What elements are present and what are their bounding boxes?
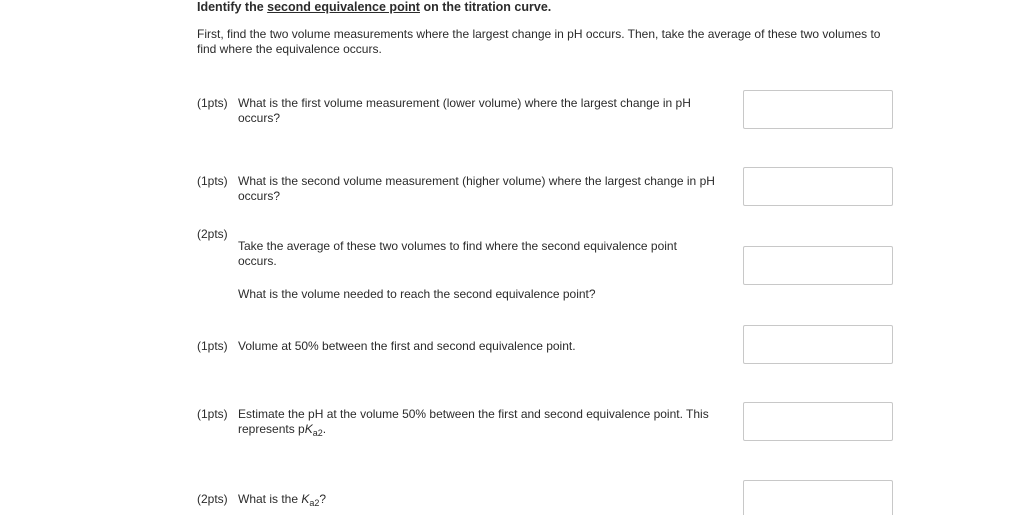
ka-symbol: K	[301, 492, 310, 506]
points-label: (2pts)	[197, 492, 228, 506]
question-text: What is the first volume measurement (lower volume) where the largest change in pH occurs?	[238, 96, 691, 125]
answer-input-6[interactable]	[743, 480, 893, 515]
answer-input-5[interactable]	[743, 402, 893, 441]
points-label: (1pts)	[197, 96, 228, 110]
heading-suffix: on the titration curve.	[419, 0, 552, 14]
answer-input-3[interactable]	[743, 246, 893, 285]
question-text: Estimate the pH at the volume 50% between the first and second equivalence point. This represents p	[238, 407, 709, 436]
instructions-text: First, find the two volume measurements where the largest change in pH occurs. Then, take the average of these two volumes to find where the equivalence occurs.	[197, 27, 881, 56]
question-end: .	[322, 422, 327, 436]
question-text: Volume at 50% between the first and second equivalence point.	[238, 339, 576, 353]
answer-input-4[interactable]	[743, 325, 893, 364]
question-heading	[197, 0, 551, 14]
ka-subscript: a2	[309, 498, 320, 508]
heading-underlined-term: second equivalence point	[267, 0, 420, 14]
question-text: What is the second volume measurement (higher volume) where the largest change in pH occurs?	[238, 174, 715, 203]
ka-symbol: K	[304, 422, 313, 436]
points-label: (1pts)	[197, 174, 228, 188]
points-label: (1pts)	[197, 407, 228, 421]
points-label: (1pts)	[197, 339, 228, 353]
points-label: (2pts)	[197, 227, 228, 241]
question-end: ?	[319, 492, 327, 506]
question-subtext: What is the volume needed to reach the second equivalence point?	[238, 287, 596, 301]
answer-input-2[interactable]	[743, 167, 893, 206]
heading-prefix: Identify the	[197, 0, 268, 14]
question-text: Take the average of these two volumes to find where the second equivalence point occurs.	[238, 239, 677, 268]
question-text: What is the	[238, 492, 302, 506]
answer-input-1[interactable]	[743, 90, 893, 129]
ka-subscript: a2	[312, 428, 323, 438]
